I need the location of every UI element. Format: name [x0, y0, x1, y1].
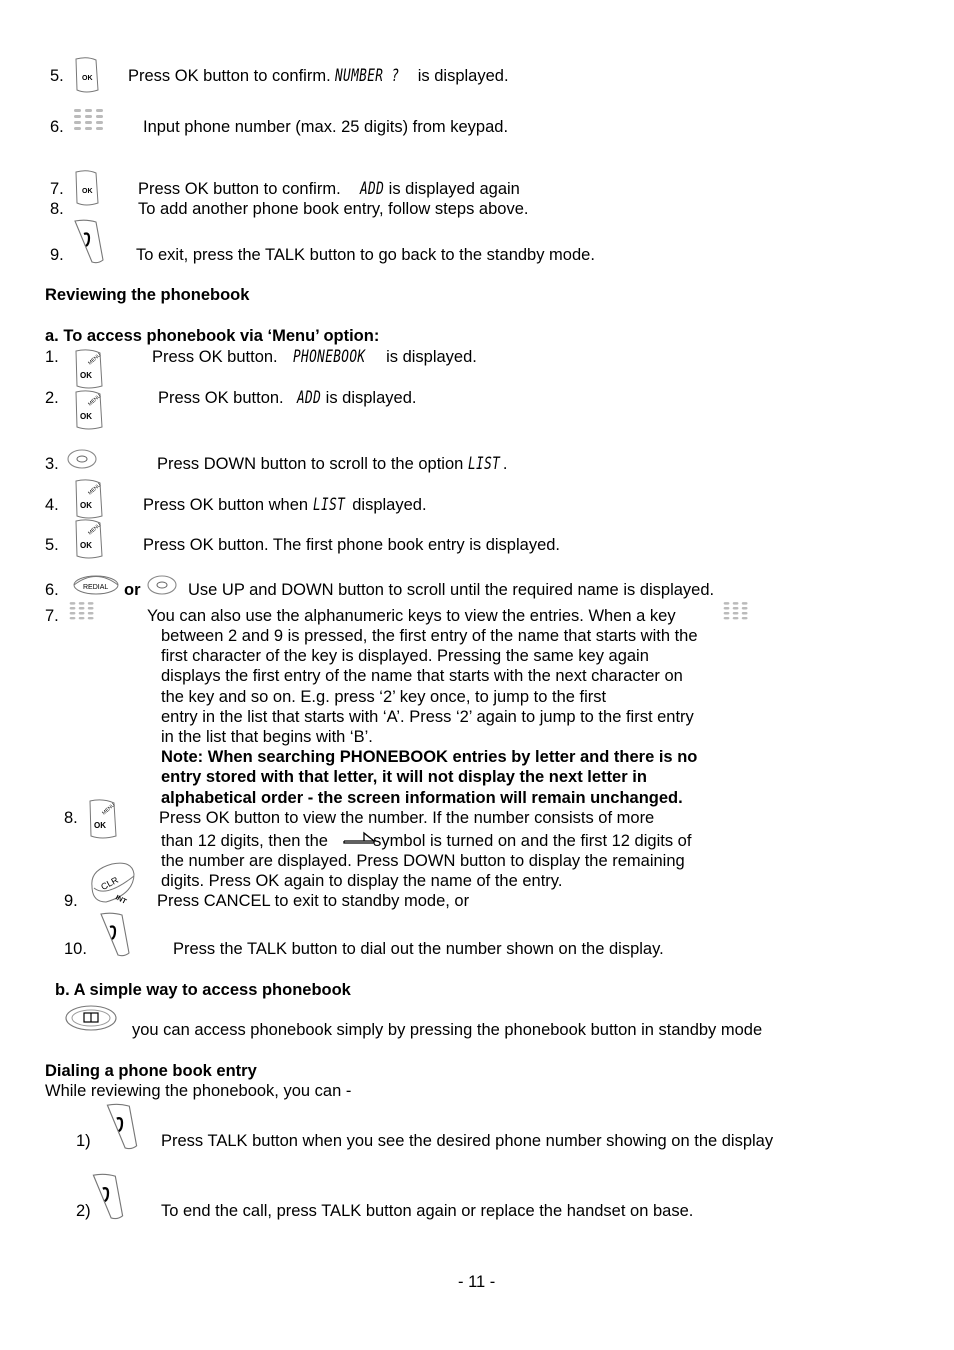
- dialing-step-1-text: Press TALK button when you see the desired phone number showing on the display: [161, 1132, 774, 1150]
- keypad-icon: [68, 600, 96, 624]
- svg-text:REDIAL: REDIAL: [83, 584, 109, 591]
- svg-text:MENU: MENU: [101, 802, 117, 817]
- step-7-text: Press OK button to confirm. ADD is displayed again: [138, 179, 520, 199]
- arrow-symbol-icon: [342, 828, 376, 846]
- svg-text:OK: OK: [80, 412, 92, 421]
- lcd-list: LIST: [312, 495, 345, 515]
- ok-menu-icon: [74, 348, 104, 390]
- step-8-text: To add another phone book entry, follow steps above.: [138, 200, 529, 218]
- review-step-8-body: the number are displayed. Press DOWN button to display the remaining digits. Press OK again to display the name of the entry.: [161, 852, 685, 891]
- ok-menu-icon: [74, 389, 104, 431]
- review-step-4-text: Press OK button when LIST displayed.: [143, 495, 427, 515]
- step-5-text: Press OK button to confirm. NUMBER ? is displayed.: [128, 66, 509, 86]
- section-heading-dialing: Dialing a phone book entry: [45, 1062, 257, 1080]
- svg-text:OK: OK: [94, 821, 106, 830]
- or-label: or: [124, 581, 141, 599]
- svg-text:MENU: MENU: [87, 522, 103, 537]
- talk-icon: [104, 1102, 140, 1150]
- review-step-3-number: 3.: [45, 455, 59, 473]
- ok-menu-icon: [74, 169, 100, 207]
- review-step-5-text: Press OK button. The first phone book entry is displayed.: [143, 536, 561, 554]
- note-line: alphabetical order - the screen information will remain unchanged.: [161, 788, 683, 807]
- review-step-8-line-2: than 12 digits, then the symbol is turned on and the first 12 digits of: [161, 832, 692, 850]
- svg-text:OK: OK: [82, 188, 93, 195]
- subheading-simple-way: b. A simple way to access phonebook: [55, 981, 351, 999]
- phonebook-button-icon: [64, 1003, 118, 1035]
- svg-text:INT: INT: [114, 894, 128, 906]
- review-step-2-text: Press OK button. ADD is displayed.: [158, 388, 417, 408]
- lcd-number: NUMBER ?: [335, 66, 400, 86]
- review-step-8-number: 8.: [64, 809, 78, 827]
- ok-menu-icon: [74, 478, 104, 520]
- svg-text:OK: OK: [80, 541, 92, 550]
- note-line: Note: When searching PHONEBOOK entries by letter and there is no: [161, 748, 698, 767]
- dialing-step-1-number: 1): [76, 1132, 91, 1150]
- svg-text:OK: OK: [80, 501, 92, 510]
- review-step-6-text: Use UP and DOWN button to scroll until the required name is displayed.: [188, 581, 715, 599]
- clr-int-button-icon: [86, 858, 138, 906]
- note-line: entry stored with that letter, it will not display the next letter in: [161, 768, 647, 787]
- step-8-number: 8.: [50, 200, 64, 218]
- subheading-menu-option: a. To access phonebook via ‘Menu’ option:: [45, 327, 380, 345]
- dialing-step-2-number: 2): [76, 1202, 91, 1220]
- step-6-number: 6.: [50, 118, 64, 136]
- page-number: - 11 -: [458, 1273, 496, 1291]
- review-step-4-number: 4.: [45, 496, 59, 514]
- review-step-1-number: 1.: [45, 348, 59, 366]
- talk-icon: [98, 911, 132, 957]
- review-step-8-first-line: Press OK button to view the number. If the number consists of more: [159, 809, 655, 827]
- ok-label: OK: [82, 75, 93, 82]
- review-step-3-text: Press DOWN button to scroll to the option LIST .: [157, 454, 508, 474]
- svg-text:OK: OK: [80, 371, 92, 380]
- ok-menu-icon: [74, 56, 100, 94]
- down-button-icon: [146, 574, 178, 598]
- simple-way-text: you can access phonebook simply by pressing the phonebook button in standby mode: [132, 1021, 763, 1039]
- review-step-10-text: Press the TALK button to dial out the number shown on the display.: [173, 940, 664, 958]
- review-step-10-number: 10.: [64, 940, 87, 958]
- dialing-intro: While reviewing the phonebook, you can -: [45, 1082, 352, 1100]
- talk-icon: [72, 218, 106, 264]
- svg-text:MENU: MENU: [87, 482, 103, 497]
- step-9-number: 9.: [50, 246, 64, 264]
- lcd-list: LIST: [467, 454, 501, 474]
- step-6-text: Input phone number (max. 25 digits) from keypad.: [143, 118, 509, 136]
- down-button-icon: [66, 448, 98, 472]
- review-step-6-number: 6.: [45, 581, 59, 599]
- lcd-add: ADD: [359, 179, 385, 199]
- svg-text:CLR: CLR: [99, 874, 120, 892]
- lcd-phonebook: PHONEBOOK: [292, 347, 366, 367]
- svg-text:MENU: MENU: [87, 352, 103, 367]
- step-7-number: 7.: [50, 180, 64, 198]
- talk-icon: [90, 1172, 126, 1220]
- redial-button-icon: [72, 572, 120, 596]
- review-step-7-number: 7.: [45, 607, 59, 625]
- keypad-icon: [722, 600, 750, 624]
- lcd-add: ADD: [296, 388, 322, 408]
- keypad-icon: [72, 107, 106, 135]
- review-step-7-body: between 2 and 9 is pressed, the first entry of the name that starts with the first character of the key is displayed. Pressing the same key again displays the first entry of the name that starts with the next character on the key and so on. E.g. press ‘2’ key once, to jump to the first entry in the list that starts with ‘A’. Press ‘2’ again to jump to the first entry in the list that begins with ‘B’. Note: When searching PHONEBOOK entries by letter and there is no entry stored with that letter, it will not display the next letter in alphabetical order - the screen information will remain unchanged.: [161, 627, 698, 807]
- review-step-9-number: 9.: [64, 892, 78, 910]
- ok-menu-icon: [74, 518, 104, 560]
- step-9-text: To exit, press the TALK button to go back to the standby mode.: [136, 246, 595, 264]
- review-step-2-number: 2.: [45, 389, 59, 407]
- review-step-7-first-line: You can also use the alphanumeric keys to view the entries. When a key: [147, 607, 676, 625]
- svg-text:MENU: MENU: [87, 393, 103, 408]
- review-step-1-text: Press OK button. PHONEBOOK is displayed.: [152, 347, 477, 367]
- ok-menu-icon: [88, 798, 118, 840]
- review-step-5-number: 5.: [45, 536, 59, 554]
- dialing-step-2-text: To end the call, press TALK button again or replace the handset on base.: [161, 1202, 694, 1220]
- review-step-9-text: Press CANCEL to exit to standby mode, or: [157, 892, 470, 910]
- step-5-number: 5.: [50, 67, 64, 85]
- section-heading-reviewing: Reviewing the phonebook: [45, 286, 250, 304]
